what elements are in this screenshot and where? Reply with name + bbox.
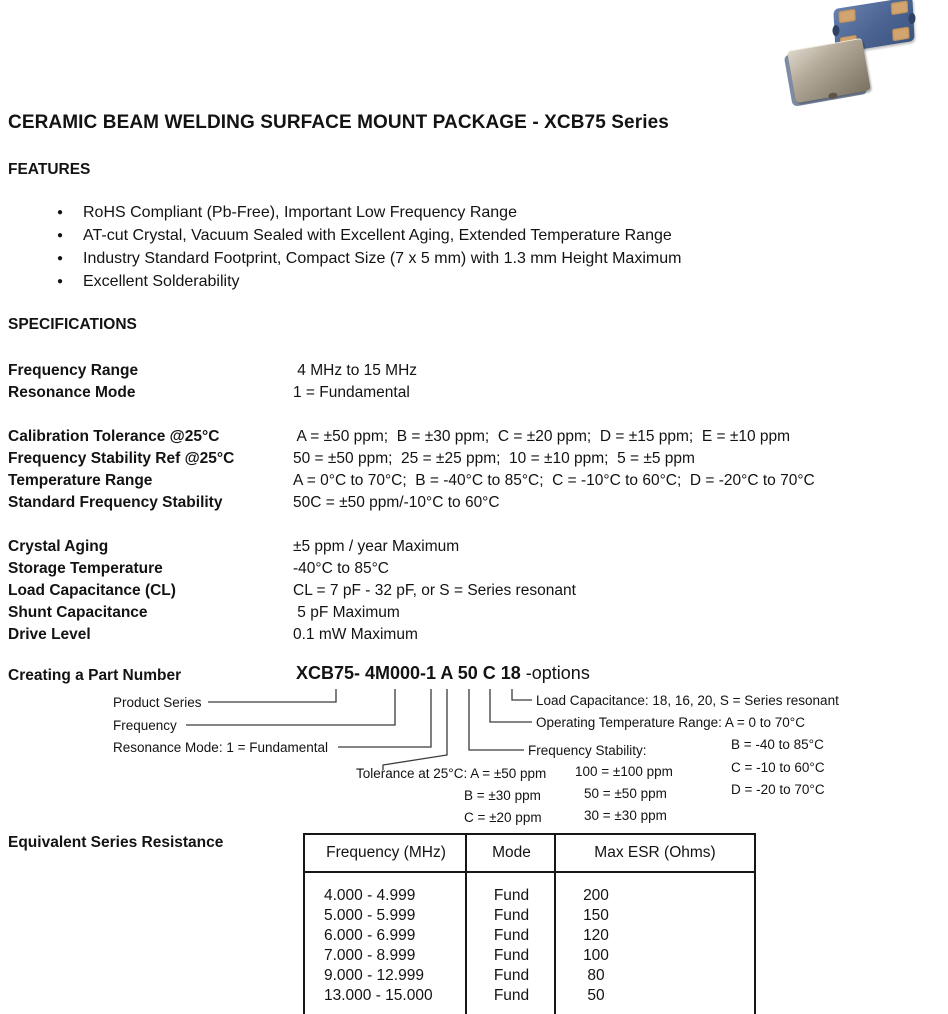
- table-row: [305, 966, 754, 986]
- column-header: Mode: [492, 844, 531, 861]
- table-row: [305, 906, 754, 926]
- cell-frequency: 4.000 - 4.999: [324, 887, 416, 904]
- spec-row: [8, 360, 417, 382]
- features-list: [57, 201, 681, 293]
- spec-label: Temperature Range: [8, 472, 153, 489]
- label-stability-100: 100 = ±100 ppm: [575, 764, 673, 779]
- castellation-notch: [908, 12, 915, 24]
- spec-row: [8, 426, 815, 448]
- spec-row: [8, 602, 576, 624]
- connector-product-series: [208, 689, 336, 702]
- spec-label: Storage Temperature: [8, 560, 163, 577]
- cell-esr: 100: [583, 947, 609, 964]
- page-title: CERAMIC BEAM WELDING SURFACE MOUNT PACKAGE - XCB75 Series: [8, 112, 669, 133]
- bullet-icon: ●: [57, 207, 64, 218]
- spec-row: [8, 492, 815, 514]
- product-photo: [782, 0, 944, 110]
- column-header: Frequency (MHz): [326, 844, 446, 861]
- bullet-icon: ●: [57, 276, 64, 287]
- chip-top-view: [787, 38, 871, 103]
- spec-label: Standard Frequency Stability: [8, 494, 223, 511]
- solder-pad: [891, 0, 908, 15]
- label-product-series: Product Series: [113, 695, 202, 710]
- cell-mode: Fund: [493, 887, 530, 904]
- connector-frequency-stability: [469, 689, 524, 750]
- spec-value: 4 MHz to 15 MHz: [293, 362, 418, 379]
- cell-frequency: 9.000 - 12.999: [324, 967, 424, 984]
- label-temp-b: B = -40 to 85°C: [731, 737, 824, 752]
- part-number-heading: Creating a Part Number: [8, 667, 182, 684]
- part-number-code: XCB75- 4M000-1 A 50 C 18: [296, 663, 521, 683]
- table-row: [305, 886, 754, 906]
- feature-text: Industry Standard Footprint, Compact Size (7 x 5 mm) with 1.3 mm Height Maximum: [83, 250, 682, 267]
- esr-heading: Equivalent Series Resistance: [8, 834, 224, 851]
- spec-label: Crystal Aging: [8, 538, 109, 555]
- table-column-divider: [554, 835, 556, 1014]
- connector-frequency: [186, 689, 395, 725]
- feature-text: AT-cut Crystal, Vacuum Sealed with Excellent Aging, Extended Temperature Range: [83, 227, 672, 244]
- spec-row: [8, 624, 576, 646]
- spec-label: Frequency Stability Ref @25°C: [8, 450, 235, 467]
- spec-row: [8, 382, 417, 404]
- solder-pad: [838, 9, 855, 24]
- spec-value: 5 pF Maximum: [293, 604, 400, 621]
- esr-table-header: [305, 835, 754, 873]
- spec-value: ±5 ppm / year Maximum: [293, 538, 460, 555]
- spec-group: [8, 536, 576, 646]
- feature-text: RoHS Compliant (Pb-Free), Important Low Frequency Range: [83, 204, 517, 221]
- table-row: [305, 986, 754, 1006]
- cell-esr: 200: [583, 887, 609, 904]
- solder-pad: [892, 27, 909, 42]
- features-heading: FEATURES: [8, 161, 91, 178]
- cell-frequency: 5.000 - 5.999: [324, 907, 416, 924]
- spec-group: [8, 426, 815, 514]
- spec-label: Load Capacitance (CL): [8, 582, 176, 599]
- spec-label: Shunt Capacitance: [8, 604, 148, 621]
- label-frequency: Frequency: [113, 718, 177, 733]
- spec-value: A = ±50 ppm; B = ±30 ppm; C = ±20 ppm; D = ±15 ppm; E = ±10 ppm: [293, 428, 791, 445]
- part-number: [296, 663, 590, 684]
- spec-row: [8, 448, 815, 470]
- spec-value: A = 0°C to 70°C; B = -40°C to 85°C; C = -10°C to 60°C; D = -20°C to 70°C: [293, 472, 815, 489]
- table-column-divider: [465, 835, 467, 1014]
- label-operating-temp: Operating Temperature Range: A = 0 to 70°C: [536, 715, 805, 730]
- cell-mode: Fund: [493, 967, 530, 984]
- spec-row: [8, 558, 576, 580]
- spec-value: 1 = Fundamental: [293, 384, 410, 401]
- column-header: Max ESR (Ohms): [594, 844, 716, 861]
- connector-load-capacitance: [512, 689, 532, 700]
- cell-esr: 150: [583, 907, 609, 924]
- spec-value: CL = 7 pF - 32 pF, or S = Series resonant: [293, 582, 576, 599]
- label-stability-30: 30 = ±30 ppm: [584, 808, 667, 823]
- table-row: [305, 946, 754, 966]
- spec-label: Calibration Tolerance @25°C: [8, 428, 220, 445]
- cell-mode: Fund: [493, 947, 530, 964]
- label-temp-c: C = -10 to 60°C: [731, 760, 825, 775]
- label-tolerance-a: Tolerance at 25°C: A = ±50 ppm: [356, 766, 547, 781]
- esr-table: [303, 833, 756, 1014]
- label-temp-d: D = -20 to 70°C: [731, 782, 825, 797]
- feature-item: [57, 201, 681, 224]
- specifications-heading: SPECIFICATIONS: [8, 316, 137, 333]
- bullet-icon: ●: [57, 230, 64, 241]
- label-frequency-stability: Frequency Stability:: [528, 743, 647, 758]
- spec-row: [8, 580, 576, 602]
- spec-label: Frequency Range: [8, 362, 139, 379]
- cell-frequency: 6.000 - 6.999: [324, 927, 416, 944]
- bullet-icon: ●: [57, 253, 64, 264]
- cell-esr: 50: [587, 987, 605, 1004]
- spec-value: 0.1 mW Maximum: [293, 626, 418, 643]
- spec-value: -40°C to 85°C: [293, 560, 389, 577]
- spec-row: [8, 470, 815, 492]
- feature-item: [57, 270, 681, 293]
- spec-group: [8, 360, 417, 404]
- connector-operating-temp: [490, 689, 532, 722]
- cell-frequency: 7.000 - 8.999: [324, 947, 416, 964]
- part-number-options: -options: [520, 663, 590, 683]
- label-resonance-mode: Resonance Mode: 1 = Fundamental: [113, 740, 329, 755]
- label-tolerance-c: C = ±20 ppm: [464, 810, 542, 825]
- spec-row: [8, 536, 576, 558]
- spec-value: 50 = ±50 ppm; 25 = ±25 ppm; 10 = ±10 ppm; 5 = ±5 ppm: [293, 450, 695, 467]
- cell-esr: 80: [587, 967, 605, 984]
- esr-table-body: [305, 873, 754, 1006]
- cell-frequency: 13.000 - 15.000: [324, 987, 433, 1004]
- feature-text: Excellent Solderability: [83, 273, 240, 290]
- spec-label: Resonance Mode: [8, 384, 136, 401]
- spec-label: Drive Level: [8, 626, 91, 643]
- castellation-notch: [832, 24, 839, 36]
- feature-item: [57, 247, 681, 270]
- connector-resonance-mode: [338, 689, 431, 747]
- connector-tolerance: [383, 689, 447, 770]
- label-stability-50: 50 = ±50 ppm: [584, 786, 667, 801]
- spec-value: 50C = ±50 ppm/-10°C to 60°C: [293, 494, 500, 511]
- cell-mode: Fund: [493, 907, 530, 924]
- part-number-diagram: [0, 660, 948, 838]
- table-row: [305, 926, 754, 946]
- feature-item: [57, 224, 681, 247]
- cell-esr: 120: [583, 927, 609, 944]
- label-tolerance-b: B = ±30 ppm: [464, 788, 541, 803]
- cell-mode: Fund: [493, 987, 530, 1004]
- label-load-capacitance: Load Capacitance: 18, 16, 20, S = Series resonant: [536, 693, 839, 708]
- cell-mode: Fund: [493, 927, 530, 944]
